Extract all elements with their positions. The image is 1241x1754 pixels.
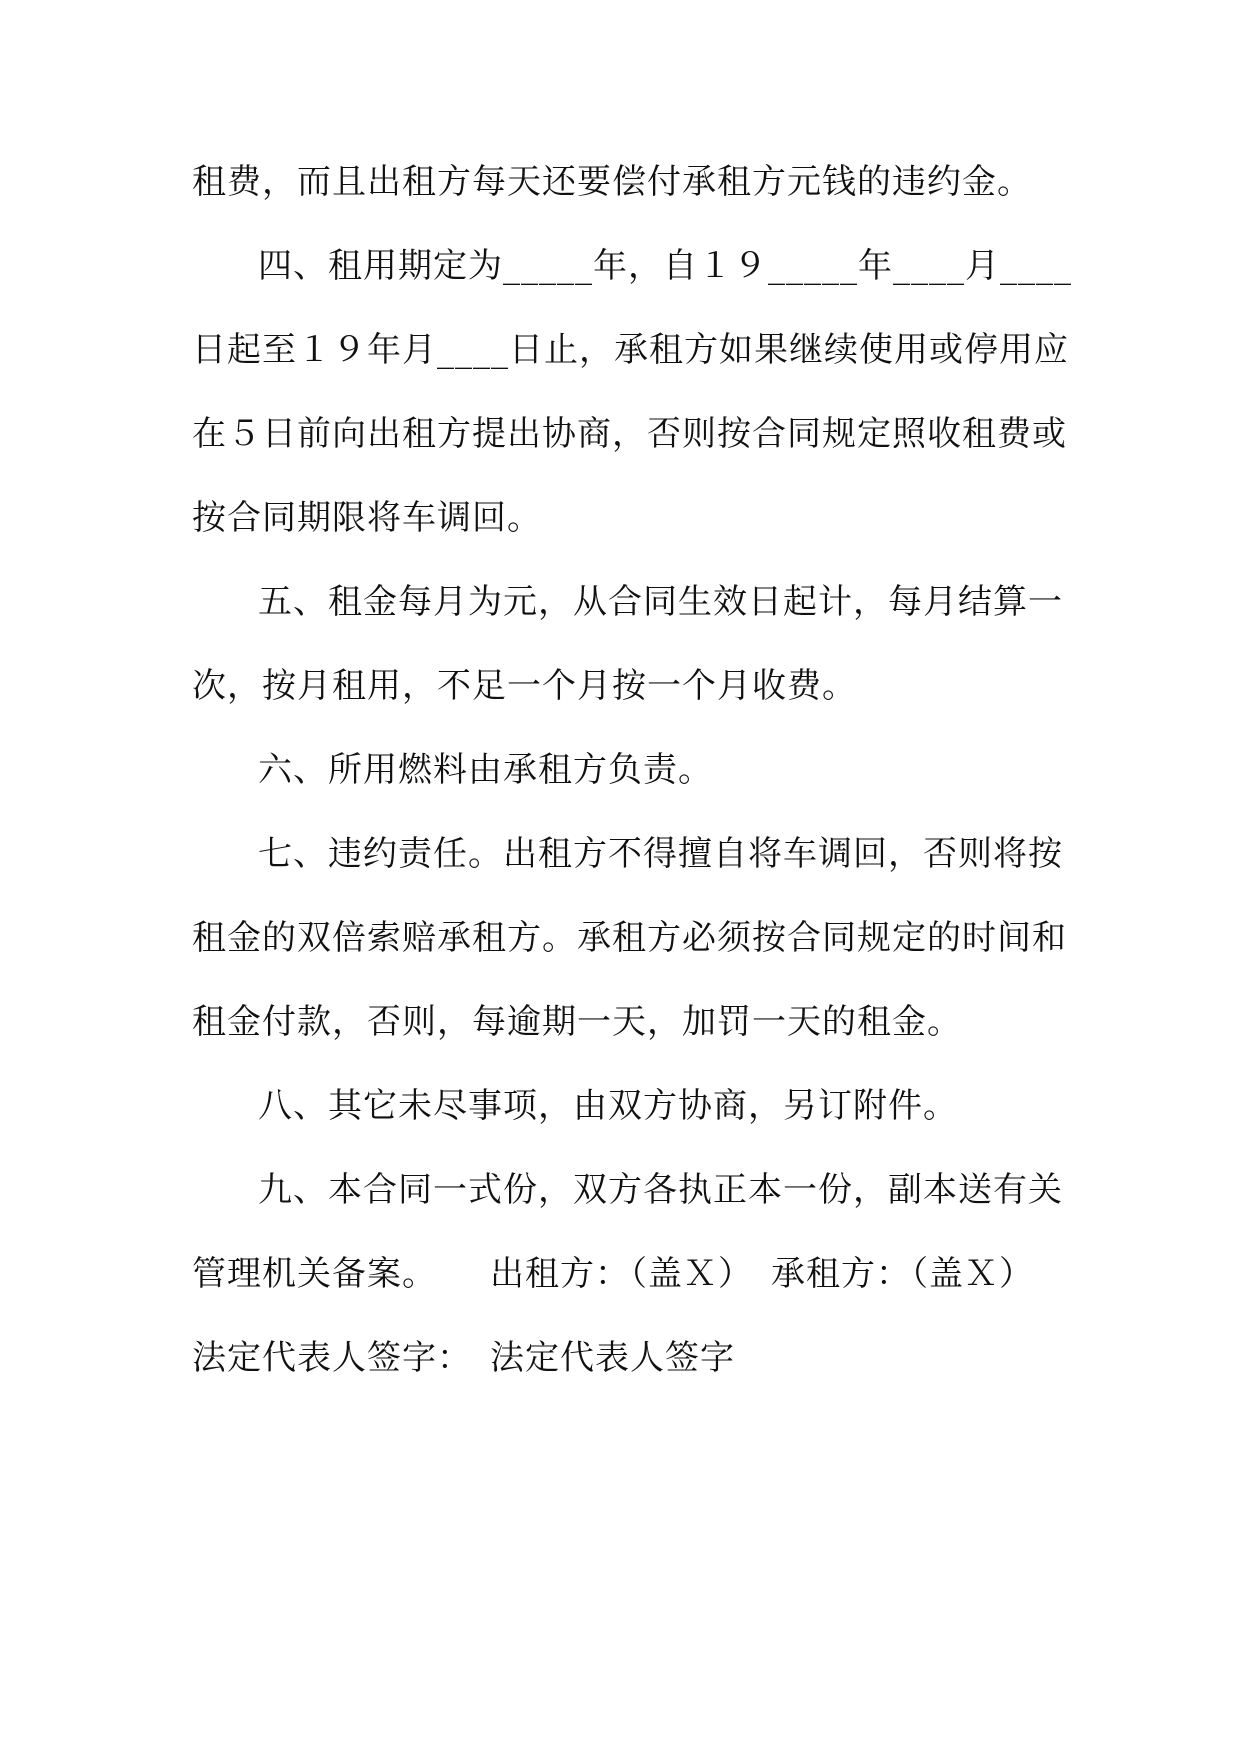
text-line-12: 八、其它未尽事项，由双方协商，另订附件。: [258, 1086, 958, 1126]
text-line-8: 六、所用燃料由承租方负责。: [258, 750, 713, 790]
text-line-11: 租金付款，否则，每逾期一天，加罚一天的租金。: [192, 1002, 962, 1042]
text-line-9: 七、违约责任。出租方不得擅自将车调回，否则将按: [258, 834, 1063, 874]
text-line-15: 法定代表人签字： 法定代表人签字: [192, 1338, 735, 1378]
text-line-13: 九、本合同一式份，双方各执正本一份，副本送有关: [258, 1170, 1063, 1210]
text-line-14: 管理机关备案。 出租方：（盖Ｘ） 承租方：（盖Ｘ）: [192, 1254, 1034, 1294]
text-line-10: 租金的双倍索赔承租方。承租方必须按合同规定的时间和: [192, 918, 1067, 958]
text-line-2: 四、租用期定为_____年，自１９_____年____月____: [258, 246, 1072, 286]
text-line-1: 租费，而且出租方每天还要偿付承租方元钱的违约金。: [192, 162, 1032, 202]
text-line-4: 在５日前向出租方提出协商，否则按合同规定照收租费或: [192, 414, 1067, 454]
text-line-3: 日起至１９年月____日止，承租方如果继续使用或停用应: [192, 330, 1069, 370]
text-line-7: 次，按月租用，不足一个月按一个月收费。: [192, 666, 857, 706]
text-line-6: 五、租金每月为元，从合同生效日起计，每月结算一: [258, 582, 1063, 622]
text-line-5: 按合同期限将车调回。: [192, 498, 542, 538]
